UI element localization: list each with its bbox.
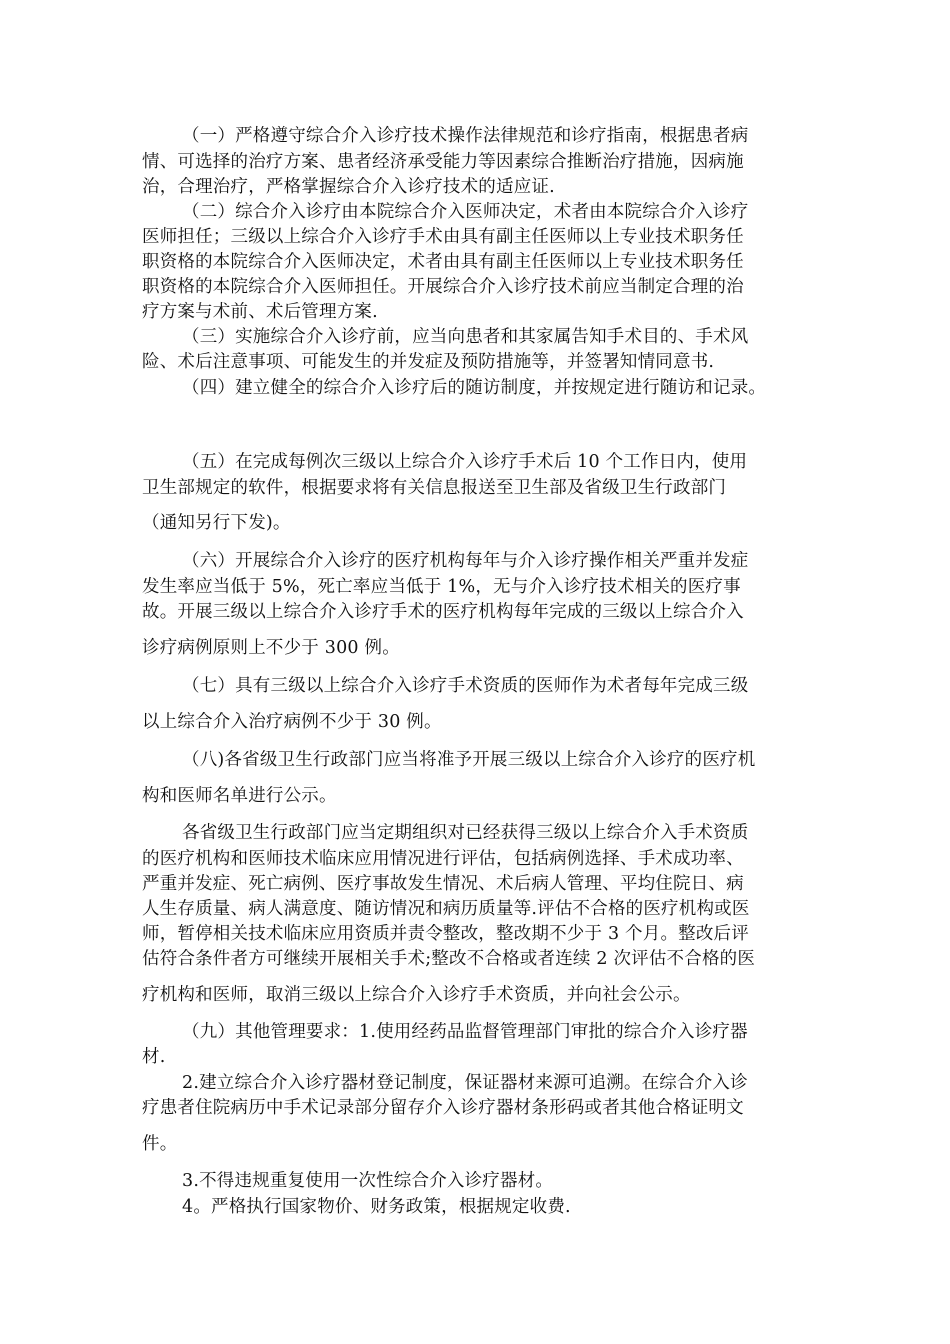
- paragraph-11-line-1: 2.建立综合介入诊疗器材登记制度，保证器材来源可追溯。在综合介入诊: [182, 1073, 748, 1093]
- paragraph-11-line-3: 件。: [142, 1134, 178, 1154]
- paragraph-9-line-1: 各省级卫生行政部门应当定期组织对已经获得三级以上综合介入手术资质: [182, 823, 749, 843]
- paragraph-7-line-2: 以上综合介入治疗病例不少于 30 例。: [142, 712, 442, 732]
- paragraph-4-line-1: （四）建立健全的综合介入诊疗后的随访制度，并按规定进行随访和记录。: [182, 378, 767, 398]
- paragraph-3-line-1: （三）实施综合介入诊疗前，应当向患者和其家属告知手术目的、手术风: [182, 327, 749, 347]
- paragraph-10-line-1: （九）其他管理要求：1.使用经药品监督管理部门审批的综合介入诊疗器: [182, 1022, 748, 1042]
- paragraph-13-line-1: 4。严格执行国家物价、财务政策，根据规定收费.: [182, 1197, 571, 1217]
- paragraph-9-line-6: 估符合条件者方可继续开展相关手术;整改不合格或者连续 2 次评估不合格的医: [142, 949, 756, 969]
- paragraph-8-line-1: （八)各省级卫生行政部门应当将准予开展三级以上综合介入诊疗的医疗机: [182, 750, 756, 770]
- paragraph-1-line-1: （一）严格遵守综合介入诊疗技术操作法律规范和诊疗指南，根据患者病: [182, 126, 749, 146]
- paragraph-8-line-2: 构和医师名单进行公示。: [142, 786, 337, 806]
- paragraph-9-line-2: 的医疗机构和医师技术临床应用情况进行评估，包括病例选择、手术成功率、: [142, 849, 744, 869]
- paragraph-9-line-5: 师，暂停相关技术临床应用资质并责令整改，整改期不少于 3 个月。整改后评: [142, 924, 749, 944]
- paragraph-7-line-1: （七）具有三级以上综合介入诊疗手术资质的医师作为术者每年完成三级: [182, 676, 749, 696]
- paragraph-6-line-1: （六）开展综合介入诊疗的医疗机构每年与介入诊疗操作相关严重并发症: [182, 551, 749, 571]
- paragraph-2-line-2: 医师担任；三级以上综合介入诊疗手术由具有副主任医师以上专业技术职务任: [142, 227, 744, 247]
- paragraph-1-line-3: 治，合理治疗，严格掌握综合介入诊疗技术的适应证.: [142, 177, 555, 197]
- paragraph-12-line-1: 3.不得违规重复使用一次性综合介入诊疗器材。: [182, 1171, 554, 1191]
- paragraph-9-line-4: 人生存质量、病人满意度、随访情况和病历质量等.评估不合格的医疗机构或医: [142, 899, 750, 919]
- paragraph-2-line-3: 职资格的本院综合介入医师决定，术者由具有副主任医师以上专业技术职务任: [142, 252, 744, 272]
- paragraph-9-line-3: 严重并发症、死亡病例、医疗事故发生情况、术后病人管理、平均住院日、病: [142, 874, 744, 894]
- paragraph-5-line-2: 卫生部规定的软件，根据要求将有关信息报送至卫生部及省级卫生行政部门: [142, 478, 727, 498]
- paragraph-9-line-7: 疗机构和医师，取消三级以上综合介入诊疗手术资质，并向社会公示。: [142, 985, 691, 1005]
- paragraph-2-line-4: 职资格的本院综合介入医师担任。开展综合介入诊疗技术前应当制定合理的治: [142, 277, 744, 297]
- paragraph-6-line-2: 发生率应当低于 5%，死亡率应当低于 1%，无与介入诊疗技术相关的医疗事: [142, 577, 741, 597]
- paragraph-1-line-2: 情、可选择的治疗方案、患者经济承受能力等因素综合推断治疗措施，因病施: [142, 152, 744, 172]
- paragraph-6-line-3: 故。开展三级以上综合介入诊疗手术的医疗机构每年完成的三级以上综合介入: [142, 602, 744, 622]
- paragraph-6-line-4: 诊疗病例原则上不少于 300 例。: [142, 638, 400, 658]
- paragraph-10-line-2: 材.: [142, 1047, 166, 1067]
- paragraph-3-line-2: 险、术后注意事项、可能发生的并发症及预防措施等，并签署知情同意书.: [142, 352, 715, 372]
- paragraph-5-line-1: （五）在完成每例次三级以上综合介入诊疗手术后 10 个工作日内，使用: [182, 452, 748, 472]
- paragraph-11-line-2: 疗患者住院病历中手术记录部分留存介入诊疗器材条形码或者其他合格证明文: [142, 1098, 744, 1118]
- paragraph-2-line-1: （二）综合介入诊疗由本院综合介入医师决定，术者由本院综合介入诊疗: [182, 202, 749, 222]
- paragraph-5-line-3: （通知另行下发)。: [142, 513, 291, 533]
- paragraph-2-line-5: 疗方案与术前、术后管理方案.: [142, 302, 378, 322]
